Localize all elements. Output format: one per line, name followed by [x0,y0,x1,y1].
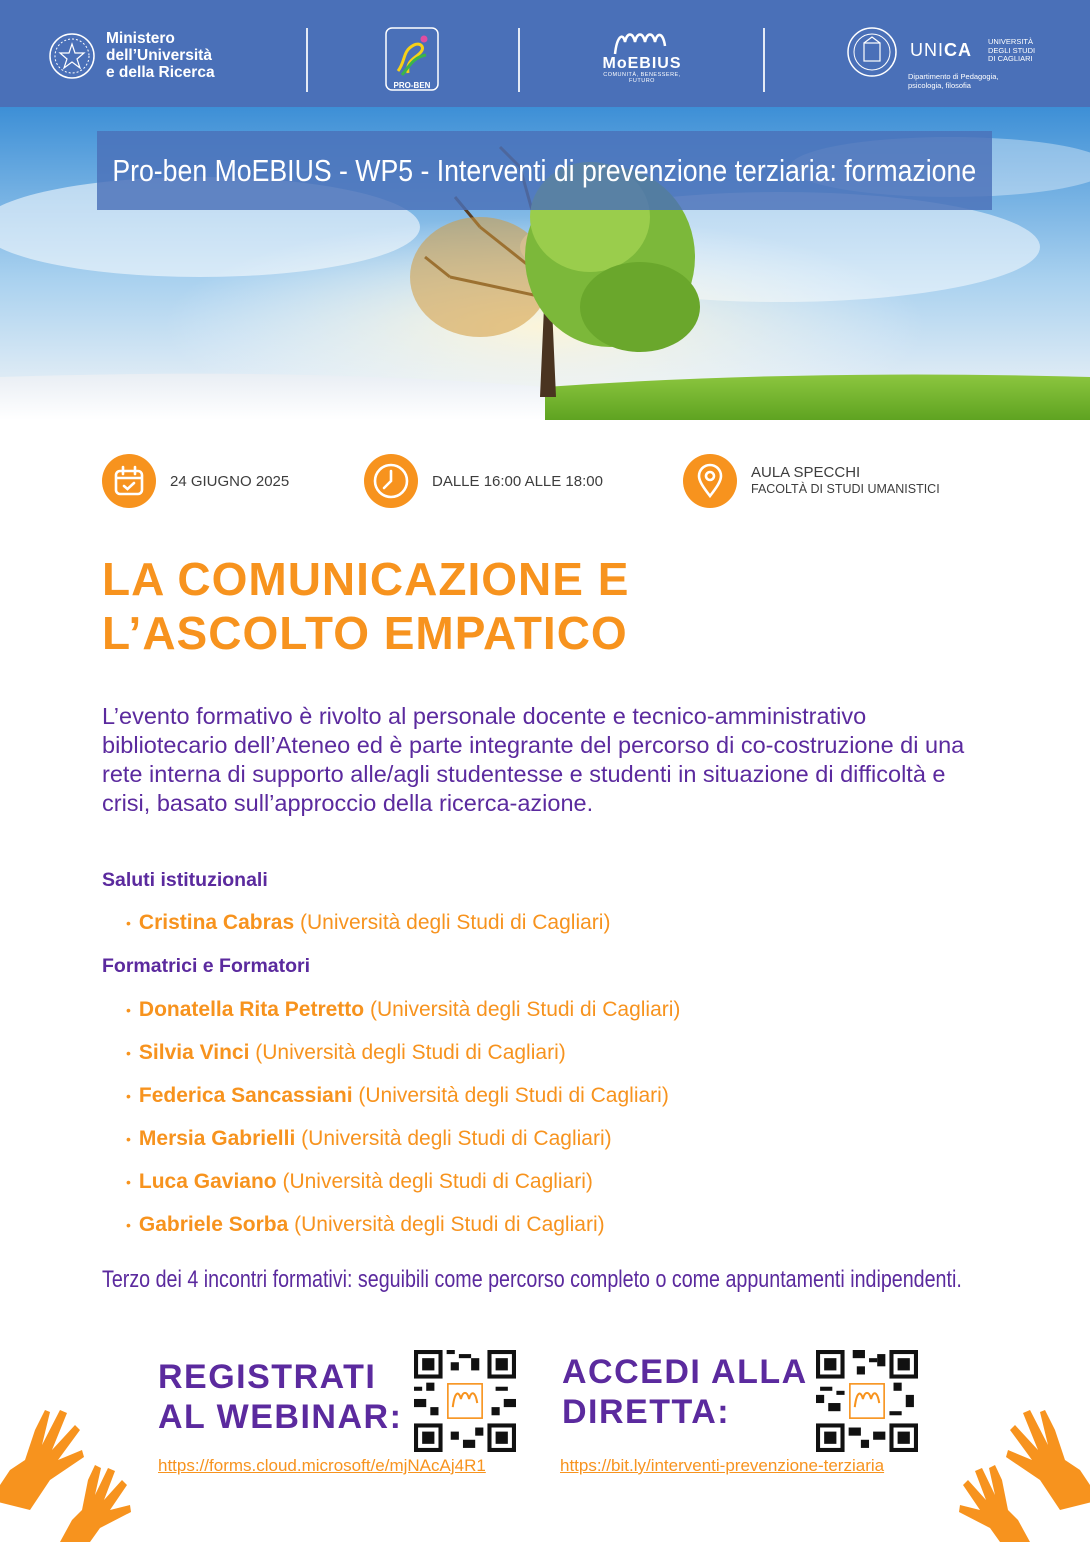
event-title-line-2: L’ASCOLTO EMPATICO [102,607,628,659]
raised-hand-icon [0,1350,150,1542]
bullet-icon: • [126,1174,131,1191]
register-qr-code[interactable] [414,1350,516,1452]
event-title [102,552,1002,660]
register-heading-line-2: AL WEBINAR: [158,1398,403,1436]
location-pin-icon [683,454,737,508]
live-link[interactable]: https://bit.ly/interventi-prevenzione-terziaria [560,1456,885,1475]
bullet-icon: • [126,1002,131,1019]
bullet-icon: • [126,1217,131,1234]
unica-university-line: DEGLI STUDI [988,45,1036,55]
header-divider [763,28,765,92]
trainer-affiliation: (Università degli Studi di Cagliari) [255,1041,566,1064]
moebius-tagline: COMUNITÀ, BENESSERE, FUTURO [603,72,681,84]
live-heading-line-2: DIRETTA: [562,1393,731,1431]
pro-ben-label: PRO-BEN [393,81,431,90]
university-seal-icon [846,26,898,78]
hero-title-banner [97,131,992,210]
bullet-icon: • [126,915,131,932]
register-link[interactable]: https://forms.cloud.microsoft/e/mjNAcAj4R1 [158,1456,486,1475]
header-divider [306,28,308,92]
ministry-logo [48,30,215,81]
speaker-affiliation: (Università degli Studi di Cagliari) [299,911,611,934]
register-heading-line-1: REGISTRATI [158,1358,377,1396]
event-date [102,454,289,508]
event-description: L’evento formativo è rivolto al personale docente e tecnico-amministrativo bibliotecario dell’Ateneo ed è parte integrante del percorso di co-costruzione di una rete interna di supporto alle/agli studentesse e studenti in situazione di difficoltà e crisi, basato sull’approccio della ricerca-azione. [102,703,965,816]
bullet-icon: • [126,1088,131,1105]
trainers-heading: Formatrici e Formatori [102,955,311,977]
clock-icon [364,454,418,508]
trainer-name: Donatella Rita Petretto [138,998,365,1021]
trainer-name: Federica Sancassiani [138,1084,353,1107]
series-note: Terzo dei 4 incontri formativi: seguibili come percorso completo o come appuntamenti indipendenti. [102,1266,962,1293]
moebius-logo [592,28,692,88]
event-title-line-1: LA COMUNICAZIONE E [102,553,630,605]
trainer-name: Luca Gaviano [138,1170,277,1193]
live-qr-code[interactable] [816,1350,918,1452]
trainer-affiliation: (Università degli Studi di Cagliari) [358,1084,669,1107]
event-location [683,454,940,508]
trainer-affiliation: (Università degli Studi di Cagliari) [294,1213,605,1236]
trainer-item [126,998,680,1022]
header-divider [518,28,520,92]
event-time [364,454,603,508]
register-heading [158,1357,402,1437]
live-heading-line-1: ACCEDI ALLA [562,1353,808,1391]
trainer-name: Gabriele Sorba [138,1213,289,1236]
speaker-name: Cristina Cabras [138,911,295,934]
trainer-affiliation: (Università degli Studi di Cagliari) [301,1127,612,1150]
ministry-line-1: Ministero [106,30,175,47]
greetings-heading: Saluti istituzionali [102,869,268,891]
bullet-icon: • [126,1045,131,1062]
unica-university-line: DI CAGLIARI [988,54,1033,63]
trainer-item [126,1127,612,1151]
unica-university-line: UNIVERSITÀ [988,37,1034,46]
location-detail-text: FACOLTÀ DI STUDI UMANISTICI [751,482,940,496]
calendar-icon [102,454,156,508]
bullet-icon: • [126,1131,131,1148]
unica-name-suffix: CA [944,40,972,60]
italian-republic-emblem-icon [48,32,96,80]
trainer-name: Silvia Vinci [138,1041,250,1064]
trainer-affiliation: (Università degli Studi di Cagliari) [282,1170,593,1193]
trainer-item [126,1084,669,1108]
trainer-name: Mersia Gabrielli [138,1127,296,1150]
trainer-item [126,1170,593,1194]
trainer-item [126,1213,605,1237]
ministry-line-3: e della Ricerca [106,64,215,81]
speaker-item [126,911,610,935]
trainer-item [126,1041,566,1065]
location-text: AULA SPECCHI [751,464,861,481]
live-heading [562,1352,808,1432]
hero-title: Pro-ben MoEBIUS - WP5 - Interventi di prevenzione terziaria: formazione [112,152,977,188]
unica-department-line: psicologia, filosofia [908,81,971,90]
time-text: DALLE 16:00 ALLE 18:00 [432,472,603,490]
unica-university [988,38,1058,64]
unica-department [908,72,1028,90]
unica-name [910,40,972,61]
trainer-affiliation: (Università degli Studi di Cagliari) [369,998,681,1021]
raised-hand-icon [940,1350,1090,1542]
header-bar [0,0,1090,107]
moebius-mark-icon [607,28,677,56]
date-text: 24 GIUGNO 2025 [170,472,290,490]
unica-name-prefix: UNI [910,40,944,60]
ministry-line-2: dell’Università [106,47,212,64]
moebius-name: MoEBIUS [602,55,682,72]
unica-department-line: Dipartimento di Pedagogia, [908,72,999,81]
